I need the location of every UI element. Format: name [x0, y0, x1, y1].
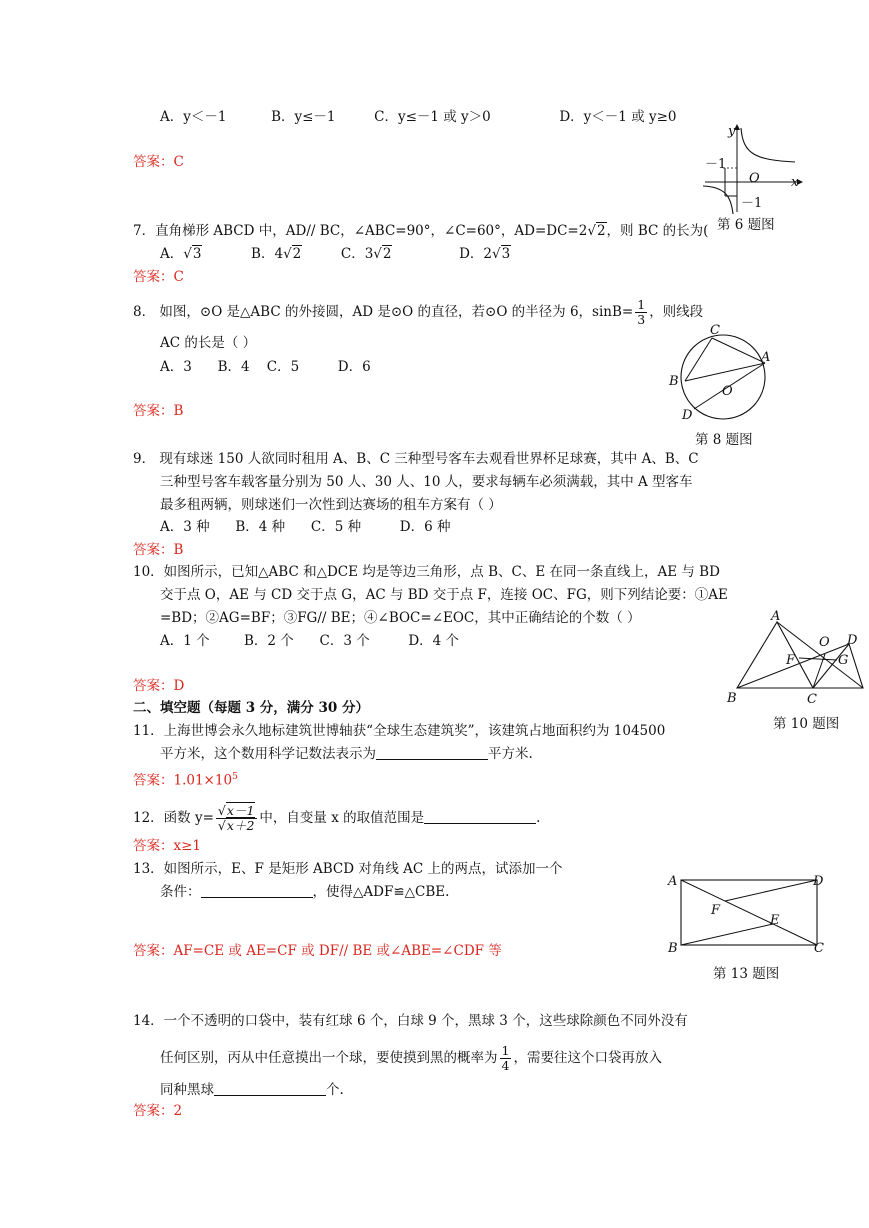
q8-fraction: $\frac{1}{3}$ [637, 297, 646, 327]
q7-options [160, 245, 511, 263]
q8-line-ca [712, 338, 765, 363]
q12-fraction: $\frac{√x-1}{√x+2}$ [216, 804, 257, 833]
q10-label-b: B [727, 691, 737, 706]
q14-line2-text: 任何区别，丙从中任意摸出一个球，要使摸到黑的概率为 [160, 1050, 498, 1066]
q10-label-o: O [819, 635, 830, 650]
q14-answer: 答案：2 [133, 1103, 183, 1119]
q14-line3 [160, 1081, 344, 1099]
q7-stem-text: 7．直角梯形 ABCD 中，AD// BC，∠ABC=90°，∠C=60°，AD=DC=2 [133, 223, 588, 239]
q11-blank [376, 745, 488, 760]
q6-option-c: C．y≤－1 或 y＞0 [374, 109, 491, 125]
q6-figure [695, 120, 805, 220]
q14-line1: 14．一个不透明的口袋中，装有红球 6 个，白球 9 个，黑球 3 个，这些球除颜色不同外没有 [133, 1013, 688, 1029]
q13-label-e: E [770, 913, 780, 928]
q13-answer: 答案：AF=CE 或 AE=CF 或 DF// BE 或∠ABE=∠CDF 等 [133, 943, 502, 959]
q10-options: A．1 个 B．2 个 C．3 个 D．4 个 [160, 633, 460, 649]
q13-diagonal-ac [681, 880, 817, 945]
q8-caption: 第 8 题图 [695, 432, 753, 448]
q8-label-b: B [669, 374, 679, 389]
q13-label-a: A [668, 874, 678, 889]
q11-line1: 11．上海世博会永久地标建筑世博轴获“全球生态建筑奖”，该建筑占地面积约为 104500 [133, 723, 666, 739]
q9-line3: 最多租两辆，则球迷们一次性到达赛场的租车方案有（ ） [160, 497, 502, 513]
q13-line1: 13．如图所示，E、F 是矩形 ABCD 对角线 AC 上的两点，试添加一个 [133, 861, 563, 877]
q8-line-ba [685, 363, 765, 381]
q13-line-be [681, 924, 773, 945]
q13-figure [667, 872, 832, 957]
q13-line2 [160, 883, 449, 901]
q10-caption: 第 10 题图 [773, 716, 840, 732]
q12-blank [424, 809, 536, 824]
q10-triangle-abc [737, 622, 813, 688]
q6-option-d: D．y＜－1 或 y≥0 [559, 109, 677, 125]
q7-answer: 答案：C [133, 269, 184, 285]
q10-label-a: A [771, 609, 781, 624]
q8-label-d: D [682, 408, 693, 423]
q10-line3: =BD；②AG=BF；③FG// BE；④∠BOC=∠EOC，其中正确结论的个数（ ） [160, 610, 641, 626]
q13-line2-text: 条件： [160, 884, 201, 900]
q12-stem: 12．函数 y= $\frac{√x-1}{√x+2}$ 中，自变量 x 的取值范围是 . [133, 803, 541, 833]
q9-line1: 9． 现有球迷 150 人欲同时租用 A、B、C 三种型号客车去观看世界杯足球赛，其中 A、B、C [133, 451, 699, 467]
q14-line2 [160, 1044, 662, 1073]
q8-figure [668, 325, 778, 425]
q14-line3-tail: 个. [326, 1082, 344, 1098]
q10-label-f: F [786, 653, 796, 668]
q6-n1-label: －1 [741, 196, 763, 211]
q6-curve-right [741, 128, 795, 162]
q6-answer: 答案：C [133, 154, 184, 170]
q7-stem-tail: ，则 BC 的长为( [606, 223, 709, 239]
section-2-title: 二、填空题（每题 3 分，满分 30 分） [133, 700, 369, 716]
q7-option-d: D．2√3 [459, 246, 511, 262]
q12-stem-text: 12．函数 y= [133, 810, 214, 826]
q10-label-g: G [838, 653, 849, 668]
q13-label-c: C [814, 941, 824, 956]
q10-line1: 10．如图所示，已知△ABC 和△DCE 均是等边三角形，点 B、C、E 在同一条直线上，AE 与 BD [133, 564, 720, 580]
q8-label-c: C [710, 323, 720, 338]
q13-line2-tail: ，使得△ADF≌△CBE. [312, 884, 450, 900]
q10-figure [725, 610, 865, 710]
q14-blank [214, 1081, 326, 1096]
q7-option-a: A．√3 [160, 246, 202, 262]
q6-y-label: y [728, 124, 736, 139]
q7-stem-radicand: 2 [596, 223, 606, 239]
q11-answer: 答案：$1.01\times 10^5$ [133, 772, 238, 789]
q13-label-b: B [668, 941, 678, 956]
q7-option-c: C．3√2 [340, 246, 392, 262]
q6-options [160, 108, 677, 126]
q11-line2-text: 平方米，这个数用科学记数法表示为 [160, 746, 376, 762]
q10-label-c: C [807, 692, 817, 707]
q10-answer: 答案：D [133, 678, 185, 694]
q14-line2-tail: ，需要往这个口袋再放入 [513, 1050, 662, 1066]
q6-x-label: x [791, 175, 799, 190]
q10-label-d: D [847, 633, 858, 648]
q8-label-a: A [761, 350, 771, 365]
q8-stem-text: 8． 如图，⊙O 是△ABC 的外接圆，AD 是⊙O 的直径，若⊙O 的半径为 6，sinB= [133, 304, 634, 320]
q9-options: A．3 种 B．4 种 C．5 种 D．6 种 [160, 519, 451, 535]
q6-caption: 第 6 题图 [717, 217, 775, 233]
q14-line3-text: 同种黑球 [160, 1082, 214, 1098]
q9-line2: 三种型号客车载客量分别为 50 人、30 人、10 人，要求每辆车必须满载，其中 A 型客车 [160, 474, 693, 490]
q8-options: A．3 B．4 C．5 D．6 [160, 359, 371, 375]
q8-stem-line2: AC 的长是（ ） [160, 335, 257, 351]
q11-line2 [160, 745, 533, 763]
q8-answer: 答案：B [133, 403, 184, 419]
q6-o-label: O [749, 171, 760, 186]
q13-label-d: D [813, 874, 824, 889]
q8-label-o: O [722, 384, 733, 399]
q13-caption: 第 13 题图 [713, 966, 780, 982]
q13-blank [201, 883, 313, 898]
q12-answer: 答案：x≥1 [133, 838, 202, 854]
q6-curve-left [703, 186, 733, 214]
q7-option-b: B．4√2 [251, 246, 302, 262]
q10-line-fg [799, 658, 837, 660]
q13-label-f: F [711, 903, 721, 918]
q6-option-b: B．y≤－1 [271, 109, 336, 125]
q8-stem [133, 298, 703, 327]
q14-fraction: $\frac{1}{4}$ [501, 1043, 510, 1073]
q6-m1-label: －1 [705, 157, 727, 172]
q10-line2: 交于点 O，AE 与 CD 交于点 G，AC 与 BD 交于点 F，连接 OC、FG，则下列结论要：①AE [160, 587, 728, 603]
q6-option-a: A．y＜－1 [160, 109, 227, 125]
q13-line-df [725, 880, 817, 901]
q7-stem: 7．直角梯形 ABCD 中，AD// BC，∠ABC=90°，∠C=60°，AD=DC=2√2，则 BC 的长为( [133, 223, 709, 239]
q8-circle [681, 335, 765, 419]
q11-line2-tail: 平方米. [488, 746, 533, 762]
q12-stem-tail: 中，自变量 x 的取值范围是 [259, 810, 425, 826]
q8-stem-tail: ，则线段 [649, 304, 704, 320]
q9-answer: 答案：B [133, 542, 184, 558]
q8-line-cb [685, 338, 712, 381]
